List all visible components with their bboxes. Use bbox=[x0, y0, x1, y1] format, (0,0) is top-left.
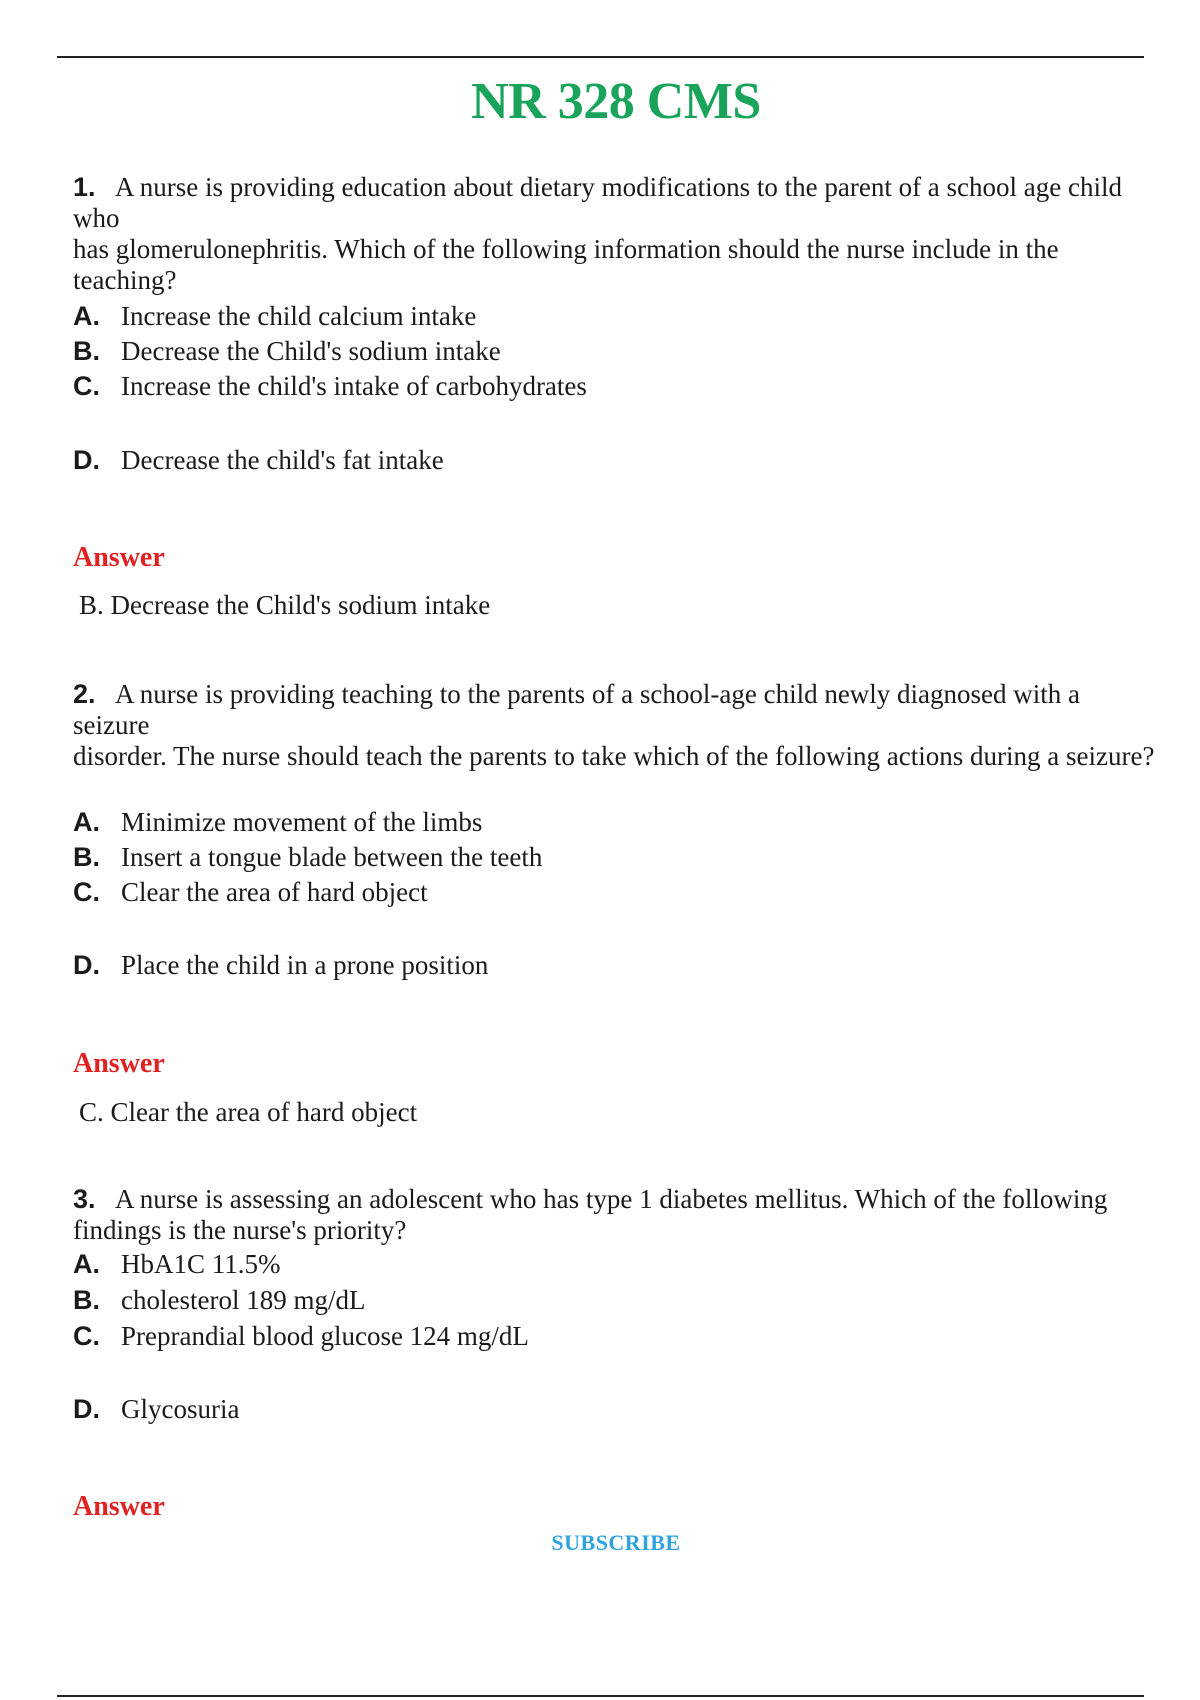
question-text-line1: A nurse is providing teaching to the parents of a school-age child newly diagnosed with a seizure bbox=[73, 679, 1081, 740]
option-text: Glycosuria bbox=[121, 1394, 240, 1424]
option-letter: B. bbox=[73, 1285, 100, 1315]
option-text: Clear the area of hard object bbox=[121, 877, 428, 907]
question-1-stem bbox=[73, 172, 1163, 296]
option-c bbox=[73, 1320, 529, 1352]
option-text: Decrease the Child's sodium intake bbox=[121, 336, 501, 366]
question-number: 1. bbox=[73, 172, 96, 202]
question-text-line1: A nurse is providing education about dietary modifications to the parent of a school age child who bbox=[73, 172, 1122, 233]
option-a bbox=[73, 806, 482, 838]
option-text: Minimize movement of the limbs bbox=[121, 807, 483, 837]
bottom-divider bbox=[57, 1695, 1144, 1697]
subscribe-link[interactable]: SUBSCRIBE bbox=[551, 1530, 681, 1555]
question-number: 3. bbox=[73, 1184, 96, 1214]
question-text-line2: disorder. The nurse should teach the parents to take which of the following actions during a seizure? bbox=[73, 741, 1155, 771]
option-text: Preprandial blood glucose 124 mg/dL bbox=[121, 1321, 529, 1351]
option-letter: C. bbox=[73, 877, 100, 907]
option-b bbox=[73, 1284, 365, 1316]
option-letter: A. bbox=[73, 1249, 100, 1279]
option-d bbox=[73, 1393, 239, 1425]
answer-text: B. Decrease the Child's sodium intake bbox=[79, 590, 491, 620]
option-text: Increase the child's intake of carbohydrates bbox=[121, 371, 587, 401]
option-d bbox=[73, 444, 444, 476]
option-c bbox=[73, 876, 428, 908]
top-divider bbox=[57, 56, 1144, 58]
option-letter: C. bbox=[73, 1321, 100, 1351]
option-letter: D. bbox=[73, 445, 100, 475]
option-c bbox=[73, 370, 587, 402]
option-b bbox=[73, 335, 501, 367]
question-text-line1: A nurse is assessing an adolescent who has type 1 diabetes mellitus. Which of the following bbox=[115, 1184, 1108, 1214]
option-text: Insert a tongue blade between the teeth bbox=[121, 842, 543, 872]
question-3-stem bbox=[73, 1184, 1163, 1246]
answer-label: Answer bbox=[73, 542, 165, 573]
option-text: Place the child in a prone position bbox=[121, 950, 489, 980]
option-letter: A. bbox=[73, 807, 100, 837]
option-text: cholesterol 189 mg/dL bbox=[121, 1285, 366, 1315]
option-letter: B. bbox=[73, 336, 100, 366]
option-letter: D. bbox=[73, 950, 100, 980]
page-title: NR 328 CMS bbox=[471, 73, 761, 130]
option-letter: B. bbox=[73, 842, 100, 872]
option-letter: A. bbox=[73, 301, 100, 331]
option-text: HbA1C 11.5% bbox=[121, 1249, 281, 1279]
answer-label: Answer bbox=[73, 1048, 165, 1079]
option-a bbox=[73, 300, 476, 332]
option-text: Decrease the child's fat intake bbox=[121, 445, 444, 475]
question-text-line2: findings is the nurse's priority? bbox=[73, 1215, 407, 1245]
question-text-line2: has glomerulonephritis. Which of the following information should the nurse include in the teaching? bbox=[73, 234, 1059, 295]
option-letter: C. bbox=[73, 371, 100, 401]
question-2-stem bbox=[73, 679, 1163, 772]
option-d bbox=[73, 949, 488, 981]
answer-label: Answer bbox=[73, 1491, 165, 1522]
option-b bbox=[73, 841, 542, 873]
answer-text: C. Clear the area of hard object bbox=[79, 1097, 418, 1127]
option-a bbox=[73, 1248, 281, 1280]
option-letter: D. bbox=[73, 1394, 100, 1424]
option-text: Increase the child calcium intake bbox=[121, 301, 477, 331]
question-number: 2. bbox=[73, 679, 96, 709]
